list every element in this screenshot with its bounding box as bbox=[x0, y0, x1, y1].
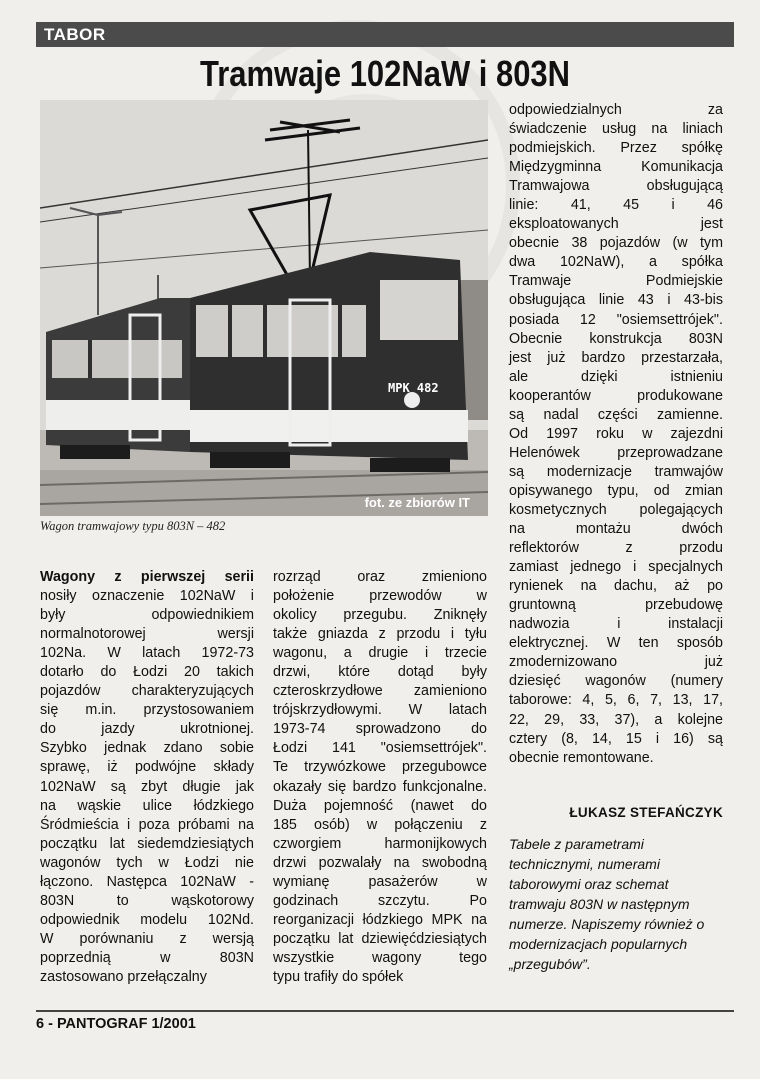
article-line: taborowe: 4, 5, 6, 7, 13, 17, bbox=[509, 692, 723, 709]
article-line: okolicy przegubu. Zniknęły bbox=[273, 607, 487, 624]
article-line: czteroskrzydłowe zamieniono bbox=[273, 683, 487, 700]
article-line: reflektorów z przodu bbox=[509, 540, 723, 557]
article-line: typu trafiły do spółek bbox=[273, 968, 404, 985]
article-line: kosmetycznych polegających bbox=[509, 501, 723, 518]
article-line: pojazdów charakteryzujących bbox=[40, 683, 254, 700]
article-line: początku lat siedemdziesiątych bbox=[40, 835, 254, 852]
article-line: na montażu dwóch bbox=[509, 521, 723, 538]
tram-photo bbox=[40, 100, 488, 516]
article-line: normalnotorowej wersji bbox=[40, 626, 254, 643]
article-line: 102Na. W latach 1972-73 bbox=[40, 645, 254, 662]
article-line: się m.in. przystosowaniem bbox=[40, 702, 254, 719]
article-line: sprawę, iż podwójne składy bbox=[40, 759, 254, 776]
article-line: 22, 29, 33, 37), a kolejne bbox=[509, 711, 723, 728]
article-line: świadczenie usług na liniach bbox=[509, 121, 723, 138]
article-line: były odpowiednikiem bbox=[40, 607, 254, 624]
article-line: cztery (8, 14, 15 i 16) są bbox=[509, 730, 723, 747]
article-line: Łodzi 141 "osiemsettrójek". bbox=[273, 740, 487, 757]
article-line: rynienek na dachu, aż po bbox=[509, 578, 723, 595]
article-line: ale dzięki istnieniu bbox=[509, 368, 723, 385]
article-line: Helenówek przeprowadzane bbox=[509, 444, 723, 461]
article-line: kooperantów produkowane bbox=[509, 387, 723, 404]
article-line: dwa 102NaW), a spółka bbox=[509, 254, 723, 271]
article-line: podmiejskich. Przez spółkę bbox=[509, 140, 723, 157]
article-line: nosiły oznaczenie 102NaW i bbox=[40, 588, 254, 605]
article-line: Szybko jednak zdano sobie bbox=[40, 740, 254, 757]
tram-photo-illustration bbox=[40, 100, 488, 516]
article-line: Tramwaje Podmiejskie bbox=[509, 273, 723, 290]
article-line: położenie przewodów w bbox=[273, 588, 487, 605]
article-line: okazały się bardzo funkcjonalne. bbox=[273, 778, 487, 795]
article-line: czworgiem harmonijkowych bbox=[273, 835, 487, 852]
article-line: dotarło do Łodzi 20 takich bbox=[40, 664, 254, 681]
article-line: Od 1997 roku w zajezdni bbox=[509, 425, 723, 442]
article-line: godzinach szczytu. Po bbox=[273, 892, 487, 909]
article-line: Obecnie konstrukcja 803N bbox=[509, 330, 723, 347]
article-column-3 bbox=[509, 101, 723, 768]
article-line: obecnie remontowane. bbox=[509, 749, 654, 766]
article-line: zmodernizowano już bbox=[509, 654, 723, 671]
article-line: zastosowano przełączalny bbox=[40, 968, 207, 985]
article-line: Międzygminna Komunikacja bbox=[509, 159, 723, 176]
article-line: eksploatowanych jest bbox=[509, 216, 723, 233]
article-column-1 bbox=[40, 568, 254, 987]
article-line: opisywanego typu, od zmian bbox=[509, 482, 723, 499]
article-line: jest już bardzo przestarzała, bbox=[509, 349, 723, 366]
article-column-2 bbox=[273, 568, 487, 987]
article-line: wszystkie wagony tego bbox=[273, 949, 487, 966]
article-line: obecnie 38 pojazdów (w tym bbox=[509, 235, 723, 252]
section-header-bar bbox=[36, 22, 734, 47]
article-line: odpowiedzialnych za bbox=[509, 102, 723, 118]
article-line: zamiast jednego i specjalnych bbox=[509, 559, 723, 576]
author-byline: ŁUKASZ STEFAŃCZYK bbox=[569, 805, 723, 820]
article-line: 185 osób) w połączeniu z bbox=[273, 816, 487, 833]
article-line: elektrycznej. W ten sposób bbox=[509, 635, 723, 652]
article-line: wagonu, a drugie i trzecie bbox=[273, 645, 487, 662]
photo-caption: Wagon tramwajowy typu 803N – 482 bbox=[40, 519, 226, 533]
article-line: rozrząd oraz zmieniono bbox=[273, 569, 487, 585]
article-title: Tramwaje 102NaW i 803N bbox=[199, 53, 570, 94]
article-line: obsługująca linie 43 i 43-bis bbox=[509, 292, 723, 309]
article-line: poprzednią w 803N bbox=[40, 949, 254, 966]
article-line: posiada 12 "osiemsettrójek". bbox=[509, 311, 723, 328]
tram-number: MPK 482 bbox=[388, 381, 439, 395]
article-line: Wagony z pierwszej serii bbox=[40, 569, 254, 585]
article-line: na wąskie ulice łódzkiego bbox=[40, 797, 254, 814]
article-line: łączono. Następca 102NaW - bbox=[40, 873, 254, 890]
article-line: dziesięć wagonów (numery bbox=[509, 673, 723, 690]
article-line: są nadal części zamienne. bbox=[509, 406, 723, 423]
footer-rule bbox=[36, 1010, 734, 1012]
article-line: reorganizacji łódzkiego MPK na bbox=[273, 911, 487, 928]
article-line: początku lat dziewięćdziesiątych bbox=[273, 930, 487, 947]
article-line: trójskrzydłowymi. W latach bbox=[273, 702, 487, 719]
article-line: do jazdy ukrotnionej. bbox=[40, 721, 254, 738]
article-line: Te trzywózkowe przegubowce bbox=[273, 759, 487, 776]
article-line: gruntowną przebudowę bbox=[509, 597, 723, 614]
article-line: są modernizacje tramwajów bbox=[509, 463, 723, 480]
article-line: 1973-74 sprowadzono do bbox=[273, 721, 487, 738]
article-line: nadwozia i instalacji bbox=[509, 616, 723, 633]
article-line: także gniazda z przodu i tyłu bbox=[273, 626, 487, 643]
article-line: drzwi pozwalały na swobodną bbox=[273, 854, 487, 871]
page-footer: 6 - PANTOGRAF 1/2001 bbox=[36, 1016, 196, 1032]
editorial-note: Tabele z parametrami technicznymi, numerami taborowymi oraz schemat tramwaju 803N w następnym numerze. Napiszemy również o modernizacjach popularnych „przegubów”. bbox=[509, 836, 705, 972]
article-line: odpowiednik modelu 102Nd. bbox=[40, 911, 254, 928]
article-line: Duża pojemność (nawet do bbox=[273, 797, 487, 814]
photo-credit: fot. ze zbiorów IT bbox=[364, 495, 470, 510]
article-line: drzwi, które dotąd były bbox=[273, 664, 487, 681]
section-label: TABOR bbox=[44, 25, 106, 44]
article-line: wagonów tych w Łodzi nie bbox=[40, 854, 254, 871]
article-line: Tramwajowa obsługującą bbox=[509, 178, 723, 195]
article-line: Śródmieścia i poza próbami na bbox=[40, 816, 254, 833]
article-line: 102NaW są zbyt długie jak bbox=[40, 778, 254, 795]
article-line: W porównaniu z wersją bbox=[40, 930, 254, 947]
article-line: 803N to wąskotorowy bbox=[40, 892, 254, 909]
article-line: wymianę pasażerów w bbox=[273, 873, 487, 890]
article-line: linie: 41, 45 i 46 bbox=[509, 197, 723, 214]
